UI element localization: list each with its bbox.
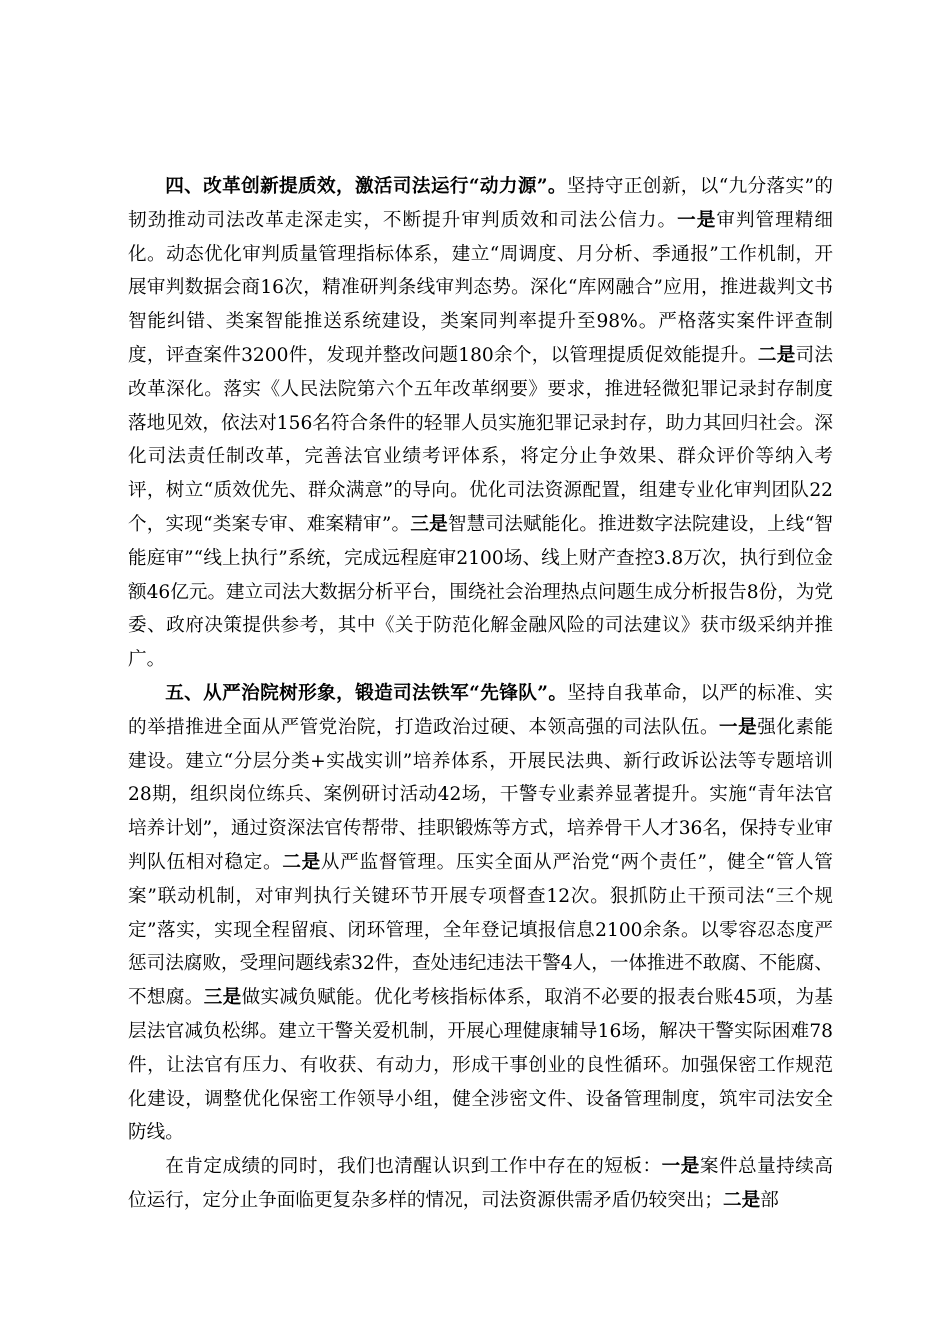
point-label: 二是	[757, 344, 796, 366]
point-label: 一是	[677, 209, 717, 231]
point-label: 二是	[723, 1189, 761, 1211]
point-label: 一是	[719, 716, 758, 738]
point-label: 二是	[282, 851, 321, 873]
section-heading: 五、从严治院树形象，锻造司法铁军“先锋队”。	[165, 682, 568, 704]
document-body	[128, 170, 833, 1218]
point-label: 三是	[410, 513, 448, 535]
paragraph-text: 司法改革深化。落实《人民法院第六个五年改革纲要》要求，推进轻微犯罪记录封存制度落地见效，依法对156名符合条件的轻罪人员实施犯罪记录封存，助力其回归社会。深化司法责任制改革，完善法官业绩考评体系，将定分止争效果、群众评价等纳入考评，树立“质效优先、群众满意”的导向。优化司法资源配置，组建专业化审判团队22个，实现“类案专审、难案精审”。	[128, 344, 833, 535]
paragraph-text: 从严监督管理。压实全面从严治党“两个责任”，健全“管人管案”联动机制，对审判执行关键环节开展专项督查12次。狠抓防止干预司法“三个规定”落实，实现全程留痕、闭环管理，全年登记填报信息2100余条。以零容忍态度严惩司法腐败，受理问题线索32件，查处违纪违法干警4人，一体推进不敢腐、不能腐、不想腐。	[128, 851, 833, 1009]
paragraph-reform-innovation	[128, 170, 833, 677]
point-label: 三是	[203, 987, 242, 1009]
point-label: 一是	[661, 1156, 700, 1178]
paragraph-text: 审判管理精细化。动态优化审判质量管理指标体系，建立“周调度、月分析、季通报”工作机制，开展审判数据会商16次，精准研判条线审判态势。深化“库网融合”应用，推进裁判文书智能纠错、类案智能推送系统建设，类案同判率提升至98%。严格落实案件评查制度，评查案件3200件，发现并整改问题180余个，以管理提质促效能提升。	[128, 209, 833, 366]
paragraph-strict-governance	[128, 677, 833, 1150]
paragraph-shortcomings	[128, 1150, 833, 1218]
paragraph-text: 坚持自我革命，以严的标准、实的举措推进全面从严管党治院，打造政治过硬、本领高强的司法队伍。	[128, 682, 833, 738]
paragraph-text: 部	[760, 1189, 779, 1211]
section-heading: 四、改革创新提质效，激活司法运行“动力源”。	[165, 176, 567, 197]
paragraph-text: 做实减负赋能。优化考核指标体系，取消不必要的报表台账45项，为基层法官减负松绑。建立干警关爱机制，开展心理健康辅导16场，解决干警实际困难78件，让法官有压力、有收获、有动力，形成干事创业的良性循环。加强保密工作规范化建设，调整优化保密工作领导小组，健全涉密文件、设备管理制度，筑牢司法安全防线。	[128, 987, 833, 1144]
paragraph-text: 在肯定成绩的同时，我们也清醒认识到工作中存在的短板：	[165, 1156, 662, 1178]
paragraph-text: 强化素能建设。建立“分层分类+实战实训”培养体系，开展民法典、新行政诉讼法等专题培训28期，组织岗位练兵、案例研讨活动42场，干警专业素养显著提升。实施“青年法官培养计划”，通过资深法官传帮带、挂职锻炼等方式，培养骨干人才36名，保持专业审判队伍相对稳定。	[128, 716, 833, 873]
paragraph-text: 智慧司法赋能化。推进数字法院建设，上线“智能庭审”“线上执行”系统，完成远程庭审2100场、线上财产查控3.8万次，执行到位金额46亿元。建立司法大数据分析平台，围绕社会治理热点问题生成分析报告8份，为党委、政府决策提供参考，其中《关于防范化解金融风险的司法建议》获市级采纳并推广。	[128, 513, 833, 671]
paragraph-text: 案件总量持续高位运行，定分止争面临更复杂多样的情况，司法资源供需矛盾仍较突出；	[128, 1156, 833, 1211]
paragraph-text: 坚持守正创新，以“九分落实”的韧劲推动司法改革走深走实，不断提升审判质效和司法公信力。	[128, 176, 833, 231]
